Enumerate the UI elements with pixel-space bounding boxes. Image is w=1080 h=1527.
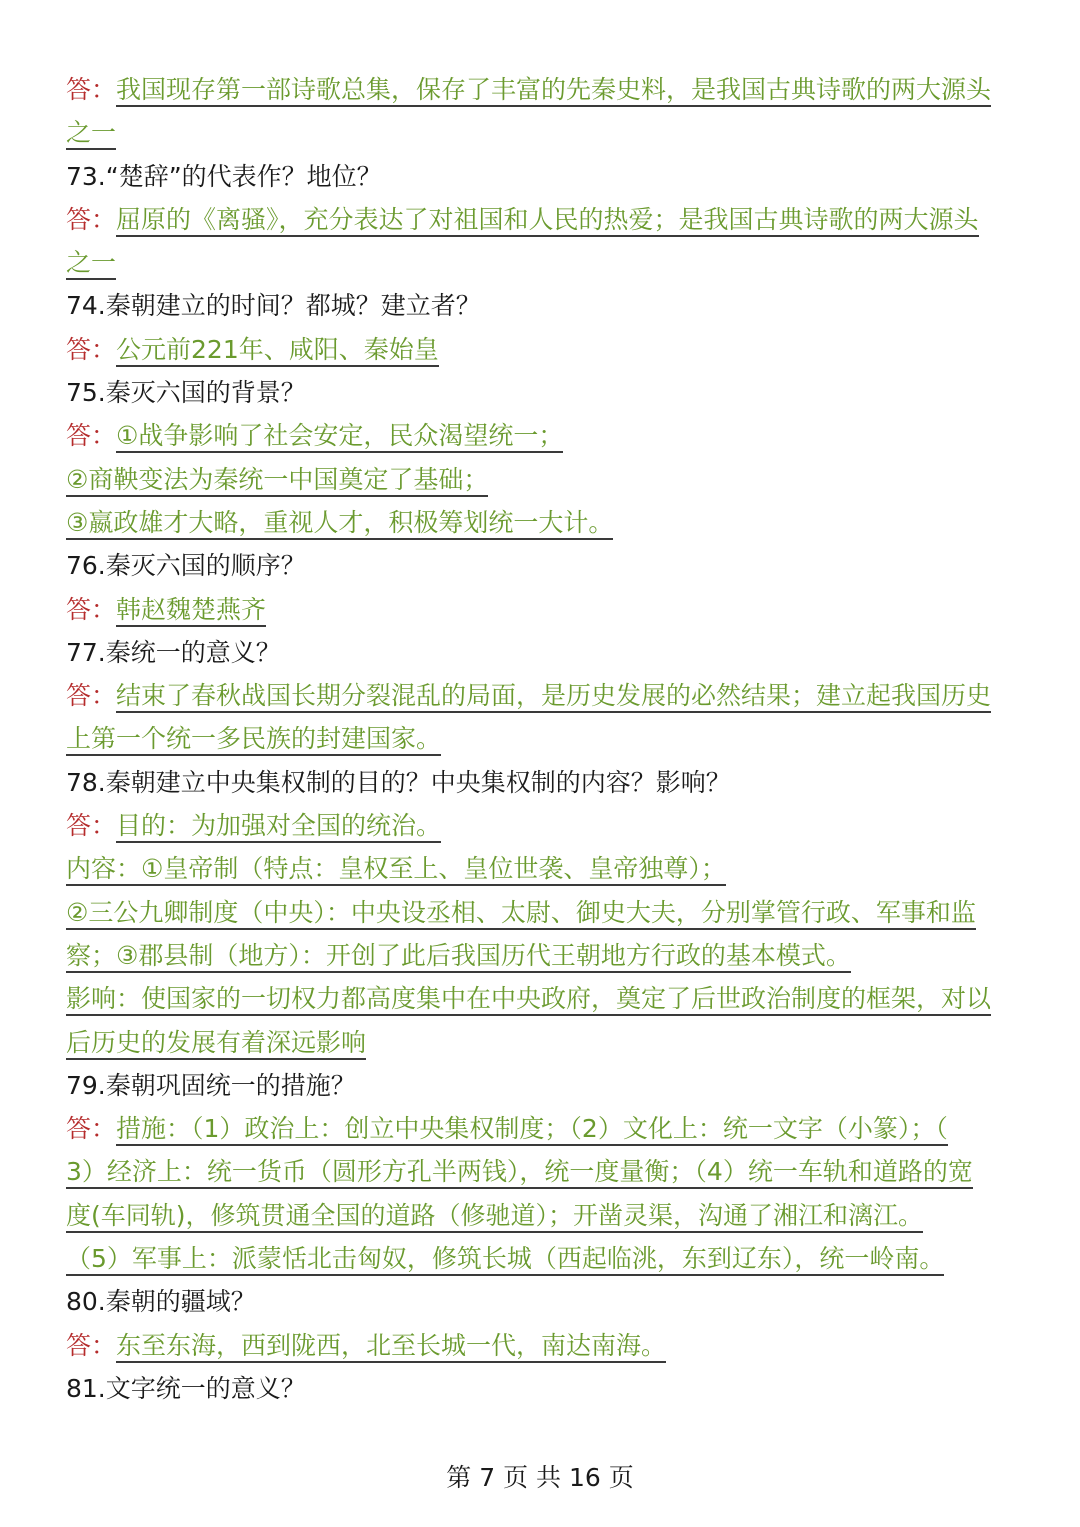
answer-label: 答： bbox=[66, 594, 117, 624]
answer-text: ②商鞅变法为秦统一中国奠定了基础； bbox=[66, 465, 488, 497]
answer-line bbox=[66, 68, 1011, 111]
answer-line bbox=[66, 804, 1011, 847]
answer-label: 答： bbox=[66, 334, 117, 364]
answer-text: 公元前221年、咸阳、秦始皇 bbox=[116, 335, 439, 367]
answer-label: 答： bbox=[66, 75, 117, 104]
answer-text: 措施：（1）政治上：创立中央集权制度；（2）文化上：统一文字（小篆）；（ bbox=[116, 1114, 948, 1146]
answer-text: 上第一个统一多民族的封建国家。 bbox=[66, 724, 441, 756]
answer-text: ③嬴政雄才大略，重视人才，积极筹划统一大计。 bbox=[66, 508, 613, 540]
answer-line bbox=[66, 1324, 1011, 1367]
answer-text: 后历史的发展有着深远影响 bbox=[66, 1028, 366, 1060]
answer-continuation-line bbox=[66, 847, 1011, 890]
answer-text: 屈原的《离骚》，充分表达了对祖国和人民的热爱；是我国古典诗歌的两大源头 bbox=[116, 205, 979, 237]
answer-continuation-line bbox=[66, 977, 1011, 1020]
page-number: 第 7 页 共 16 页 bbox=[446, 1463, 634, 1492]
question-text: 76.秦灭六国的顺序？ bbox=[66, 551, 306, 581]
answer-text: 内容：①皇帝制（特点：皇权至上、皇位世袭、皇帝独尊）； bbox=[66, 854, 726, 886]
answer-line bbox=[66, 1107, 1011, 1150]
answer-text: 影响：使国家的一切权力都高度集中在中央政府，奠定了后世政治制度的框架，对以 bbox=[66, 984, 991, 1016]
question-text: 81.文字统一的意义？ bbox=[66, 1373, 306, 1403]
question-line bbox=[66, 155, 1011, 198]
answer-continuation-line bbox=[66, 241, 1011, 284]
answer-line bbox=[66, 328, 1011, 371]
question-text: 78.秦朝建立中央集权制的目的？中央集权制的内容？影响？ bbox=[66, 767, 731, 797]
question-text: 79.秦朝巩固统一的措施？ bbox=[66, 1070, 356, 1100]
question-line bbox=[66, 761, 1011, 804]
answer-text: 察；③郡县制（地方）：开创了此后我国历代王朝地方行政的基本模式。 bbox=[66, 941, 851, 973]
answer-text: 之一 bbox=[66, 248, 116, 280]
answer-continuation-line bbox=[66, 458, 1011, 501]
answer-text: 东至东海，西到陇西，北至长城一代，南达南海。 bbox=[116, 1331, 666, 1363]
question-line bbox=[66, 284, 1011, 327]
answer-continuation-line bbox=[66, 1150, 1011, 1193]
answer-continuation-line bbox=[66, 1021, 1011, 1064]
answer-continuation-line bbox=[66, 1237, 1011, 1280]
answer-text: 3）经济上：统一货币（圆形方孔半两钱），统一度量衡；（4）统一车轨和道路的宽 bbox=[66, 1157, 973, 1189]
answer-line bbox=[66, 414, 1011, 457]
question-text: 77.秦统一的意义？ bbox=[66, 637, 281, 667]
answer-text: 之一 bbox=[66, 118, 116, 150]
answer-text: ②三公九卿制度（中央）：中央设丞相、太尉、御史大夫，分别掌管行政、军事和监 bbox=[66, 898, 976, 930]
answer-text: ①战争影响了社会安定，民众渴望统一； bbox=[116, 421, 563, 453]
answer-label: 答： bbox=[66, 1114, 117, 1144]
answer-line bbox=[66, 674, 1011, 717]
question-text: 73.“楚辞”的代表作？地位？ bbox=[66, 161, 382, 191]
answer-text: 韩赵魏楚燕齐 bbox=[116, 595, 266, 627]
answer-text: 度(车同轨)，修筑贯通全国的道路（修驰道）；开凿灵渠，沟通了湘江和漓江。 bbox=[66, 1201, 923, 1233]
question-line bbox=[66, 1064, 1011, 1107]
question-line bbox=[66, 631, 1011, 674]
answer-label: 答： bbox=[66, 421, 117, 451]
answer-label: 答： bbox=[66, 1330, 117, 1360]
answer-continuation-line bbox=[66, 717, 1011, 760]
answer-continuation-line bbox=[66, 1194, 1011, 1237]
question-line bbox=[66, 1280, 1011, 1323]
answer-text: （5）军事上：派蒙恬北击匈奴，修筑长城（西起临洮，东到辽东），统一岭南。 bbox=[66, 1244, 944, 1276]
answer-line bbox=[66, 588, 1011, 631]
page-content bbox=[66, 68, 1011, 1410]
answer-text: 结束了春秋战国长期分裂混乱的局面，是历史发展的必然结果；建立起我国历史 bbox=[116, 681, 991, 713]
question-text: 74.秦朝建立的时间？都城？建立者？ bbox=[66, 291, 481, 321]
page-footer bbox=[0, 1458, 1080, 1498]
answer-label: 答： bbox=[66, 681, 117, 711]
answer-continuation-line bbox=[66, 891, 1011, 934]
answer-label: 答： bbox=[66, 811, 117, 841]
question-text: 80.秦朝的疆域？ bbox=[66, 1287, 256, 1317]
question-line bbox=[66, 1367, 1011, 1410]
answer-text: 我国现存第一部诗歌总集，保存了丰富的先秦史料，是我国古典诗歌的两大源头 bbox=[116, 75, 991, 107]
answer-continuation-line bbox=[66, 501, 1011, 544]
answer-label: 答： bbox=[66, 204, 117, 234]
answer-text: 目的：为加强对全国的统治。 bbox=[116, 811, 441, 843]
answer-line bbox=[66, 198, 1011, 241]
question-text: 75.秦灭六国的背景？ bbox=[66, 378, 306, 408]
answer-continuation-line bbox=[66, 111, 1011, 154]
question-line bbox=[66, 544, 1011, 587]
question-line bbox=[66, 371, 1011, 414]
answer-continuation-line bbox=[66, 934, 1011, 977]
